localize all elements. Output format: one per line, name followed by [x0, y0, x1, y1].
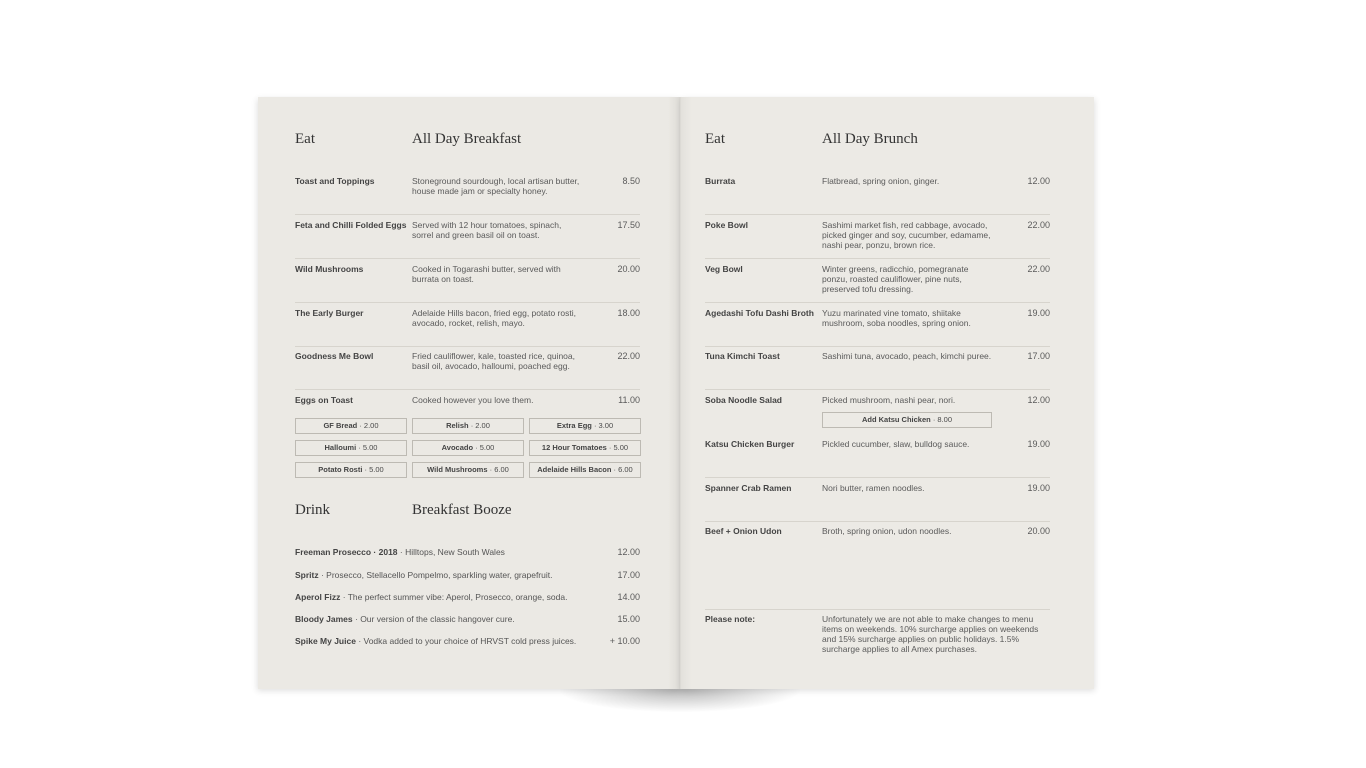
breakfast-section-title: All Day Breakfast: [412, 131, 522, 147]
drink-price: 14.00: [617, 592, 640, 602]
menu-item-description: Sashimi market fish, red cabbage, avocado, picked ginger and soy, cucumber, edamame, nashi pear, ponzu, brown rice.: [822, 220, 991, 250]
menu-item-price: 18.00: [617, 308, 640, 318]
divider: [705, 521, 1050, 522]
menu-item-price: 20.00: [1027, 526, 1050, 536]
divider: [705, 214, 1050, 215]
side-option: Extra Egg · 3.00: [529, 418, 641, 434]
menu-item-name: Poke Bowl: [705, 220, 748, 230]
divider: [295, 258, 640, 259]
menu-item-description: Yuzu marinated vine tomato, shiitake mushroom, soba noodles, spring onion.: [822, 308, 971, 328]
note-text: Unfortunately we are not able to make changes to menu items on weekends. 10% surcharge applies on weekends and 15% surcharge applies on public holidays. 1.5% surcharge applies to all Amex purchases.: [822, 614, 1039, 654]
drink-item: Aperol Fizz · The perfect summer vibe: Aperol, Prosecco, orange, soda.: [295, 592, 568, 602]
divider: [705, 389, 1050, 390]
drink-item: Spike My Juice · Vodka added to your choice of HRVST cold press juices.: [295, 636, 577, 646]
menu-item-price: 19.00: [1027, 483, 1050, 493]
brunch-section-title: All Day Brunch: [822, 131, 918, 147]
drink-section-label: Drink: [295, 502, 330, 518]
side-option: Adelaide Hills Bacon · 6.00: [529, 462, 641, 478]
menu-item-description: Adelaide Hills bacon, fried egg, potato rosti, avocado, rocket, relish, mayo.: [412, 308, 576, 328]
menu-item-description: Fried cauliflower, kale, toasted rice, quinoa, basil oil, avocado, halloumi, poached egg.: [412, 351, 576, 371]
drink-price: 15.00: [617, 614, 640, 624]
drink-item: Spritz · Prosecco, Stellacello Pompelmo, sparkling water, grapefruit.: [295, 570, 553, 580]
menu-item-description: Winter greens, radicchio, pomegranate ponzu, roasted cauliflower, pine nuts, preserved tofu dressing.: [822, 264, 969, 294]
menu-item-description: Cooked in Togarashi butter, served with burrata on toast.: [412, 264, 561, 284]
menu-item-name: Goodness Me Bowl: [295, 351, 374, 361]
eat-section-label: Eat: [705, 131, 725, 147]
drink-price: 12.00: [617, 547, 640, 557]
menu-item-price: 22.00: [617, 351, 640, 361]
divider: [705, 609, 1050, 610]
menu-item-name: Spanner Crab Ramen: [705, 483, 792, 493]
menu-item-price: 8.50: [622, 176, 640, 186]
menu-item-name: Veg Bowl: [705, 264, 743, 274]
menu-item-description: Broth, spring onion, udon noodles.: [822, 526, 952, 536]
divider: [705, 302, 1050, 303]
drink-price: 17.00: [617, 570, 640, 580]
side-option: Relish · 2.00: [412, 418, 524, 434]
menu-item-name: Wild Mushrooms: [295, 264, 364, 274]
side-option: GF Bread · 2.00: [295, 418, 407, 434]
menu-item-price: 17.50: [617, 220, 640, 230]
menu-item-description: Cooked however you love them.: [412, 395, 534, 405]
addon-option: Add Katsu Chicken · 8.00: [822, 412, 992, 428]
side-option: Potato Rosti · 5.00: [295, 462, 407, 478]
menu-item-name: The Early Burger: [295, 308, 364, 318]
drink-price: + 10.00: [609, 636, 640, 646]
menu-item-name: Burrata: [705, 176, 736, 186]
divider: [295, 389, 640, 390]
divider: [295, 346, 640, 347]
divider: [295, 214, 640, 215]
menu-item-price: 11.00: [618, 395, 640, 405]
menu-item-description: Pickled cucumber, slaw, bulldog sauce.: [822, 439, 970, 449]
side-option: Wild Mushrooms · 6.00: [412, 462, 524, 478]
menu-item-description: Picked mushroom, nashi pear, nori.: [822, 395, 956, 405]
divider: [295, 302, 640, 303]
menu-item-name: Toast and Toppings: [295, 176, 375, 186]
divider: [705, 477, 1050, 478]
menu-item-name: Feta and Chilli Folded Eggs: [295, 220, 407, 230]
menu-item-name: Eggs on Toast: [295, 395, 353, 405]
menu-item-description: Served with 12 hour tomatoes, spinach, sorrel and green basil oil on toast.: [412, 220, 562, 240]
menu-item-price: 20.00: [617, 264, 640, 274]
menu-item-name: Tuna Kimchi Toast: [705, 351, 780, 361]
menu-item-name: Soba Noodle Salad: [705, 395, 782, 405]
menu-item-price: 12.00: [1027, 176, 1050, 186]
menu-item-description: Sashimi tuna, avocado, peach, kimchi puree.: [822, 351, 992, 361]
menu-item-name: Katsu Chicken Burger: [705, 439, 795, 449]
booze-section-title: Breakfast Booze: [412, 502, 512, 518]
eat-section-label: Eat: [295, 131, 315, 147]
menu-item-name: Agedashi Tofu Dashi Broth: [705, 308, 814, 318]
menu-item-description: Flatbread, spring onion, ginger.: [822, 176, 940, 186]
menu-item-price: 19.00: [1027, 439, 1050, 449]
menu-item-description: Nori butter, ramen noodles.: [822, 483, 925, 493]
drink-item: Freeman Prosecco · 2018 · Hilltops, New South Wales: [295, 547, 505, 557]
menu-item-description: Stoneground sourdough, local artisan butter, house made jam or specialty honey.: [412, 176, 580, 196]
menu-item-price: 22.00: [1027, 220, 1050, 230]
note-label: Please note:: [705, 614, 756, 624]
divider: [705, 258, 1050, 259]
side-option: 12 Hour Tomatoes · 5.00: [529, 440, 641, 456]
menu-item-price: 12.00: [1027, 395, 1050, 405]
menu-item-price: 17.00: [1027, 351, 1050, 361]
drink-item: Bloody James · Our version of the classic hangover cure.: [295, 614, 515, 624]
menu-item-price: 22.00: [1027, 264, 1050, 274]
side-option: Halloumi · 5.00: [295, 440, 407, 456]
booklet-gutter: [668, 97, 692, 689]
side-option: Avocado · 5.00: [412, 440, 524, 456]
menu-item-price: 19.00: [1027, 308, 1050, 318]
divider: [705, 346, 1050, 347]
menu-item-name: Beef + Onion Udon: [705, 526, 782, 536]
